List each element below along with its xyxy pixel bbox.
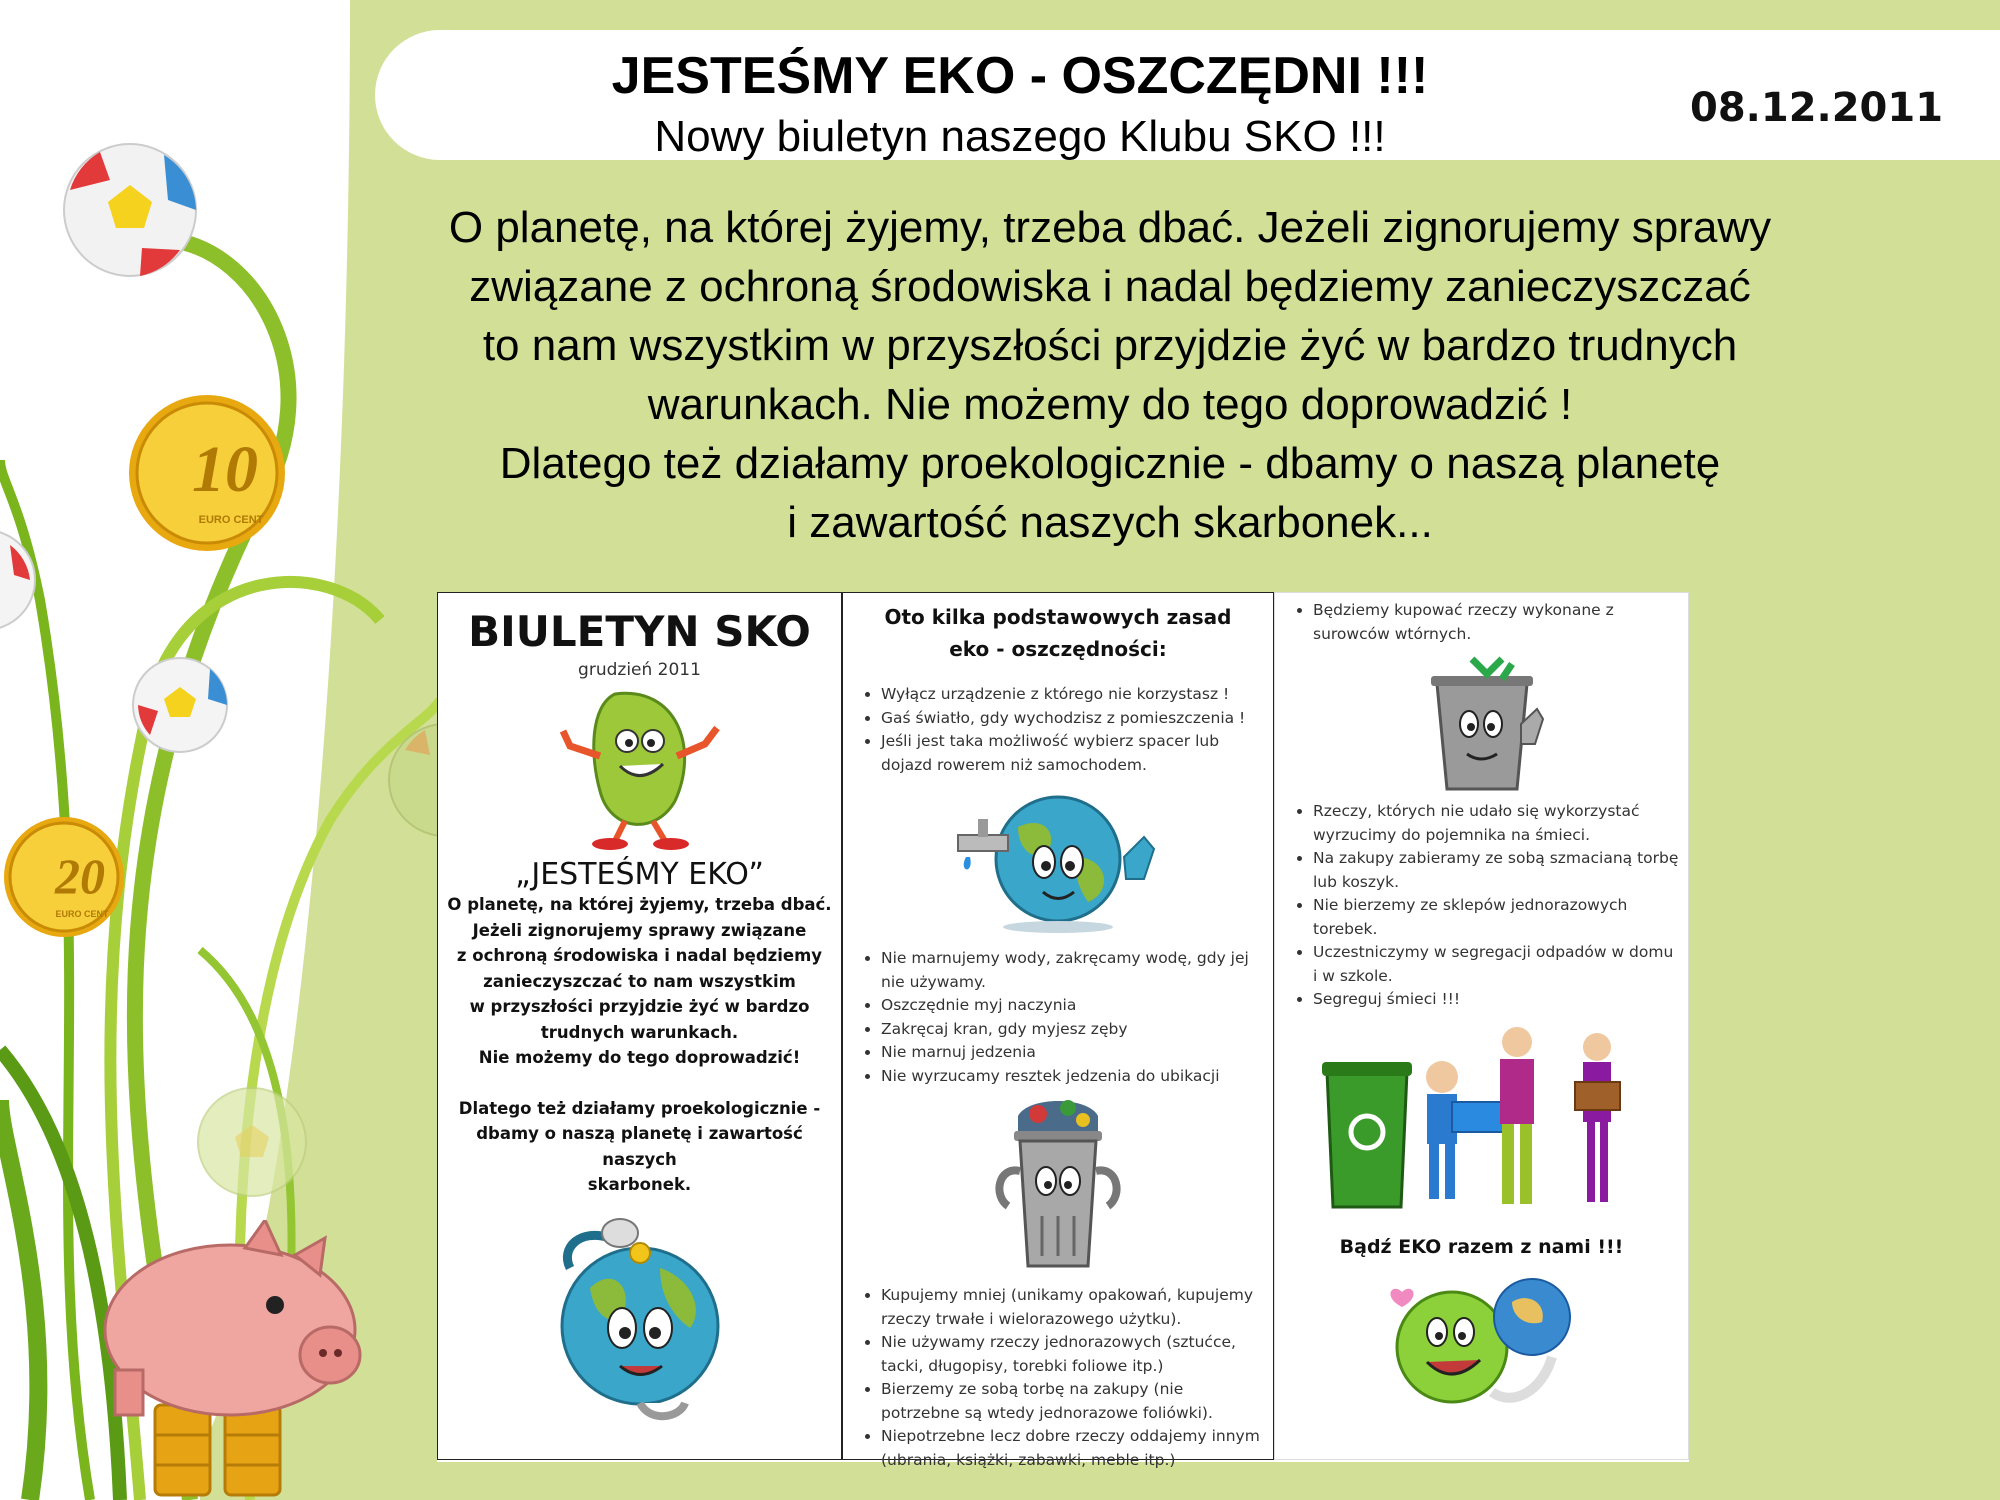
soccer-ball-icon bbox=[0, 525, 40, 635]
recycling-bins-icon bbox=[1317, 1022, 1647, 1222]
slogan-text: Bądź EKO razem z nami !!! bbox=[1339, 1235, 1624, 1258]
earth-faucet-icon bbox=[948, 787, 1168, 937]
rules-heading-line-2: eko - oszczędności: bbox=[949, 637, 1167, 661]
trash-can-icon bbox=[978, 1096, 1138, 1276]
bulletin-body-line: skarbonek. bbox=[587, 1175, 692, 1194]
recycle-bin-icon bbox=[1417, 654, 1547, 794]
list-item: • Oszczędnie myj naczynia bbox=[881, 994, 1265, 1018]
intro-line: Dlatego też działamy proekologicznie - dbamy o naszą planetę bbox=[499, 439, 1721, 488]
coin-20-label: EURO CENT bbox=[55, 909, 109, 919]
list-item: • Nie wyrzucamy resztek jedzenia do ubikacji bbox=[881, 1065, 1265, 1089]
earth-mascot-icon bbox=[540, 1208, 740, 1428]
list-item: • Niepotrzebne lecz dobre rzeczy oddajemy innym (ubrania, książki, zabawki, meble itp.) bbox=[881, 1425, 1265, 1472]
intro-text bbox=[330, 198, 1890, 552]
list-item: • Gaś światło, gdy wychodzisz z pomieszczenia ! bbox=[881, 707, 1265, 731]
coin-10-label: EURO CENT bbox=[198, 514, 264, 526]
bulletin-column-1 bbox=[437, 592, 842, 1460]
list-item: • Wyłącz urządzenie z którego nie korzystasz ! bbox=[881, 683, 1265, 707]
list-item: • Zakręcaj kran, gdy myjesz zęby bbox=[881, 1018, 1265, 1042]
list-item: • Na zakupy zabieramy ze sobą szmacianą torbę lub koszyk. bbox=[1313, 847, 1680, 894]
bulletin-body-line: w przyszłości przyjdzie żyć w bardzo bbox=[469, 997, 810, 1016]
coin-icon bbox=[2, 815, 127, 940]
bulletin-body-line: Dlatego też działamy proekologicznie - bbox=[458, 1098, 821, 1118]
intro-line: warunkach. Nie możemy do tego doprowadzić ! bbox=[647, 380, 1573, 429]
intro-line: O planetę, na której żyjemy, trzeba dbać. Jeżeli zignorujemy sprawy bbox=[448, 203, 1772, 252]
soccer-ball-icon bbox=[130, 655, 230, 755]
bulletin-body-line: zanieczyszczać to nam wszystkim bbox=[483, 971, 796, 991]
rules-list-shopping bbox=[843, 1284, 1273, 1472]
coin-icon bbox=[127, 393, 287, 553]
intro-line: i zawartość naszych skarbonek... bbox=[787, 498, 1433, 547]
bulletin-column-3 bbox=[1274, 592, 1689, 1460]
bulletin-column-2 bbox=[842, 592, 1274, 1469]
coin-10-value: 10 bbox=[192, 433, 258, 506]
list-item: • Nie marnuj jedzenia bbox=[881, 1041, 1265, 1065]
list-item: • Jeśli jest taka możliwość wybierz spacer lub dojazd rowerem niż samochodem. bbox=[881, 730, 1265, 777]
bulletin-sheet bbox=[437, 592, 1689, 1469]
rules-list-energy bbox=[843, 683, 1273, 777]
intro-line: związane z ochroną środowiska i nadal będziemy zanieczyszczać bbox=[469, 262, 1751, 311]
list-item: • Segreguj śmieci !!! bbox=[1313, 988, 1680, 1012]
piggy-bank-icon bbox=[95, 1220, 370, 1500]
rules-list-recycled bbox=[1275, 599, 1688, 646]
bulletin-body-line: trudnych warunkach. bbox=[540, 1022, 739, 1042]
list-item: • Bierzemy ze sobą torbę na zakupy (nie potrzebne są wtedy jednorazowe foliówki). bbox=[881, 1378, 1265, 1425]
list-item: • Nie używamy rzeczy jednorazowych (sztućce, tacki, długopisy, torebki foliowe itp.) bbox=[881, 1331, 1265, 1378]
bulletin-body-line: Jeżeli zignorujemy sprawy związane bbox=[472, 920, 807, 940]
soccer-ball-icon bbox=[385, 720, 445, 840]
rules-list-water bbox=[843, 947, 1273, 1088]
list-item: • Nie marnujemy wody, zakręcamy wodę, gdy jej nie używamy. bbox=[881, 947, 1265, 994]
bulletin-title: BIULETYN SKO bbox=[468, 607, 811, 656]
smiley-earth-icon bbox=[1382, 1272, 1582, 1412]
rules-list-waste bbox=[1275, 800, 1688, 1012]
rules-heading-line-1: Oto kilka podstawowych zasad bbox=[884, 605, 1232, 629]
leaf-mascot-icon bbox=[555, 686, 725, 851]
bulletin-body-line: Nie możemy do tego doprowadzić! bbox=[478, 1048, 801, 1067]
bulletin-body-line: O planetę, na której żyjemy, trzeba dbać. bbox=[447, 895, 832, 914]
soccer-ball-icon bbox=[195, 1085, 310, 1200]
coin-20-value: 20 bbox=[55, 848, 105, 904]
bulletin-body-line: z ochroną środowiska i nadal będziemy bbox=[456, 946, 823, 965]
list-item: • Rzeczy, których nie udało się wykorzystać wyrzucimy do pojemnika na śmieci. bbox=[1313, 800, 1680, 847]
list-item: • Uczestniczymy w segregacji odpadów w domu i w szkole. bbox=[1313, 941, 1680, 988]
bulletin-date: grudzień 2011 bbox=[578, 660, 701, 680]
list-item: • Będziemy kupować rzeczy wykonane z surowców wtórnych. bbox=[1313, 599, 1680, 646]
date-label: 08.12.2011 bbox=[1690, 85, 1944, 131]
page-title: JESTEŚMY EKO - OSZCZĘDNI !!! bbox=[611, 47, 1429, 105]
intro-line: to nam wszystkim w przyszłości przyjdzie żyć w bardzo trudnych bbox=[482, 321, 1738, 370]
bulletin-body bbox=[438, 892, 841, 1198]
page-subtitle: Nowy biuletyn naszego Klubu SKO !!! bbox=[654, 112, 1386, 161]
list-item: • Kupujemy mniej (unikamy opakowań, kupujemy rzeczy trwałe i wielorazowego użytku). bbox=[881, 1284, 1265, 1331]
bulletin-body-line: dbamy o naszą planetę i zawartość naszych bbox=[476, 1124, 803, 1169]
soccer-ball-icon bbox=[60, 140, 200, 280]
bulletin-headline: „JESTEŚMY EKO” bbox=[515, 857, 764, 892]
list-item: • Nie bierzemy ze sklepów jednorazowych torebek. bbox=[1313, 894, 1680, 941]
